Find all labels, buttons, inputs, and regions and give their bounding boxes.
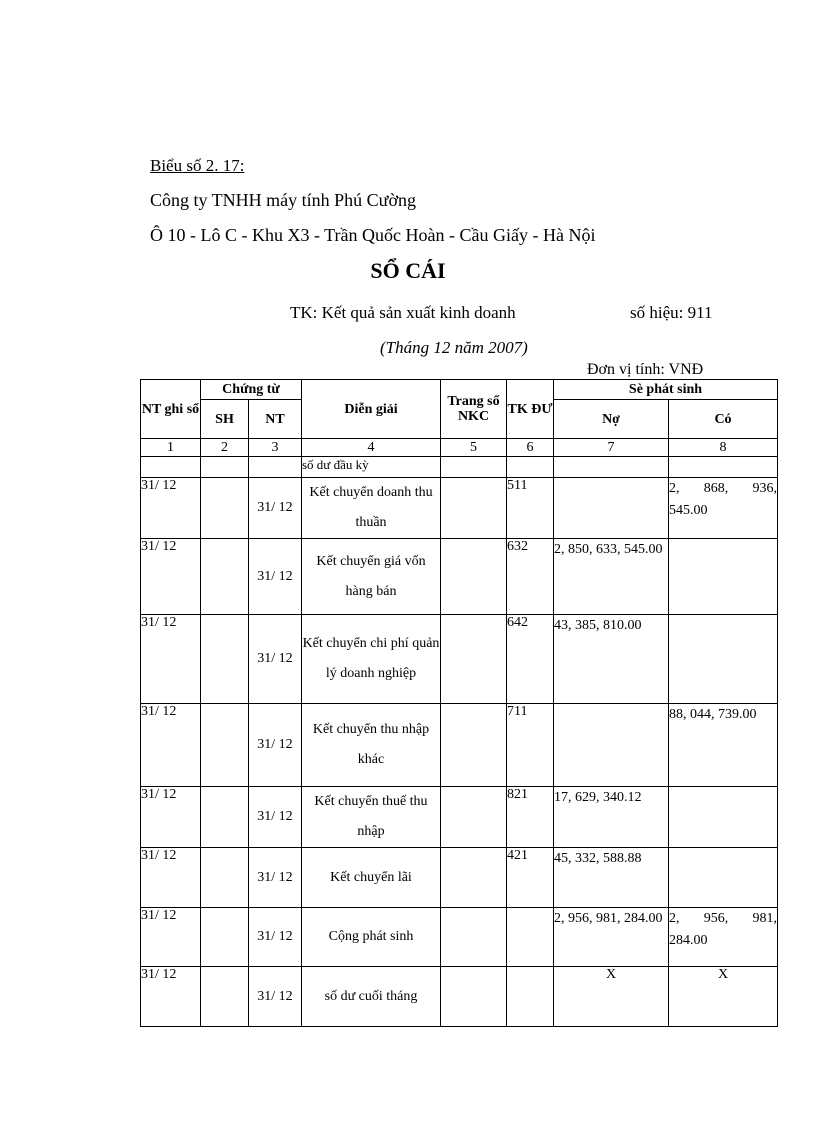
sh-cell	[201, 787, 249, 848]
description-cell: số dư cuối tháng	[302, 967, 441, 1027]
document-caption: Biểu số 2. 17:	[150, 156, 245, 175]
company-name: Công ty TNHH máy tính Phú Cường	[150, 190, 416, 210]
header-co: Có	[669, 400, 778, 439]
period-label: (Tháng 12 năm 2007)	[380, 338, 528, 357]
description-cell: Kết chuyển giá vốn hàng bán	[302, 539, 441, 615]
page-cell	[441, 704, 507, 787]
opening-balance-row	[141, 457, 778, 478]
company-address: Ô 10 - Lô C - Khu X3 - Trần Quốc Hoàn - Cầu Giấy - Hà Nội	[150, 225, 596, 245]
column-number: 6	[507, 439, 554, 457]
table-row	[141, 615, 778, 704]
page-cell	[441, 478, 507, 539]
debit-cell: 43, 385, 810.00	[554, 615, 669, 704]
sh-cell	[201, 478, 249, 539]
opening-balance-label: số dư đầu kỳ	[302, 457, 441, 478]
nt-cell: 31/ 12	[249, 615, 302, 704]
page-cell	[441, 908, 507, 967]
nt-cell: 31/ 12	[249, 478, 302, 539]
date-cell: 31/ 12	[141, 787, 201, 848]
column-number: 8	[669, 439, 778, 457]
date-cell: 31/ 12	[141, 615, 201, 704]
page-cell	[441, 848, 507, 908]
header-tk-du: TK ĐƯ	[507, 380, 554, 439]
header-nt-ghi-so: NT ghi sổ	[141, 380, 201, 439]
sh-cell	[201, 848, 249, 908]
credit-cell	[669, 539, 778, 615]
description-cell: Cộng phát sinh	[302, 908, 441, 967]
table-row	[141, 848, 778, 908]
sh-cell	[201, 615, 249, 704]
debit-cell	[554, 704, 669, 787]
credit-cell: X	[669, 967, 778, 1027]
debit-cell: 45, 332, 588.88	[554, 848, 669, 908]
date-cell: 31/ 12	[141, 539, 201, 615]
table-row	[141, 704, 778, 787]
debit-cell: X	[554, 967, 669, 1027]
nt-cell: 31/ 12	[249, 848, 302, 908]
nt-cell: 31/ 12	[249, 908, 302, 967]
debit-cell: 17, 629, 340.12	[554, 787, 669, 848]
page-cell	[441, 787, 507, 848]
account-name: TK: Kết quả sản xuất kinh doanh	[290, 303, 516, 322]
table-row	[141, 908, 778, 967]
date-cell: 31/ 12	[141, 848, 201, 908]
table-row	[141, 787, 778, 848]
nt-cell: 31/ 12	[249, 704, 302, 787]
description-cell: Kết chuyển doanh thu thuần	[302, 478, 441, 539]
description-cell: Kết chuyển lãi	[302, 848, 441, 908]
account-cell: 711	[507, 704, 554, 787]
account-cell: 821	[507, 787, 554, 848]
nt-cell: 31/ 12	[249, 967, 302, 1027]
column-number: 5	[441, 439, 507, 457]
date-cell: 31/ 12	[141, 967, 201, 1027]
credit-cell	[669, 787, 778, 848]
sh-cell	[201, 908, 249, 967]
account-cell: 642	[507, 615, 554, 704]
description-cell: Kết chuyển thu nhập khác	[302, 704, 441, 787]
header-chung-tu: Chứng từ	[201, 380, 302, 400]
nt-cell: 31/ 12	[249, 539, 302, 615]
debit-cell: 2, 850, 633, 545.00	[554, 539, 669, 615]
description-cell: Kết chuyển chi phí quản lý doanh nghiệp	[302, 615, 441, 704]
account-cell: 511	[507, 478, 554, 539]
sh-cell	[201, 967, 249, 1027]
nt-cell: 31/ 12	[249, 787, 302, 848]
page-title: SỔ CÁI	[370, 258, 446, 283]
account-cell: 632	[507, 539, 554, 615]
description-cell: Kết chuyển thuế thu nhập	[302, 787, 441, 848]
debit-cell	[554, 478, 669, 539]
column-number: 3	[249, 439, 302, 457]
account-cell	[507, 967, 554, 1027]
date-cell: 31/ 12	[141, 908, 201, 967]
credit-cell	[669, 848, 778, 908]
sh-cell	[201, 539, 249, 615]
header-no: Nợ	[554, 400, 669, 439]
credit-cell: 2, 868, 936, 545.00	[669, 478, 778, 539]
header-sh: SH	[201, 400, 249, 439]
header-so-phat-sinh: Sè phát sinh	[554, 380, 778, 400]
credit-cell	[669, 615, 778, 704]
account-number: số hiệu: 911	[630, 303, 713, 322]
currency-unit: Đơn vị tính: VNĐ	[587, 361, 704, 378]
table-row	[141, 967, 778, 1027]
page-cell	[441, 539, 507, 615]
table-row	[141, 539, 778, 615]
header-nt: NT	[249, 400, 302, 439]
account-cell	[507, 908, 554, 967]
column-number: 1	[141, 439, 201, 457]
column-number: 4	[302, 439, 441, 457]
credit-cell: 2, 956, 981, 284.00	[669, 908, 778, 967]
table-row	[141, 478, 778, 539]
debit-cell: 2, 956, 981, 284.00	[554, 908, 669, 967]
column-number: 2	[201, 439, 249, 457]
credit-cell: 88, 044, 739.00	[669, 704, 778, 787]
column-number: 7	[554, 439, 669, 457]
header-trang-so: Trang sổ NKC	[441, 380, 507, 439]
sh-cell	[201, 704, 249, 787]
account-cell: 421	[507, 848, 554, 908]
date-cell: 31/ 12	[141, 704, 201, 787]
page-cell	[441, 967, 507, 1027]
column-number-row	[141, 439, 778, 457]
header-dien-giai: Diễn giải	[302, 380, 441, 439]
page-cell	[441, 615, 507, 704]
date-cell: 31/ 12	[141, 478, 201, 539]
ledger-table	[140, 379, 778, 1027]
